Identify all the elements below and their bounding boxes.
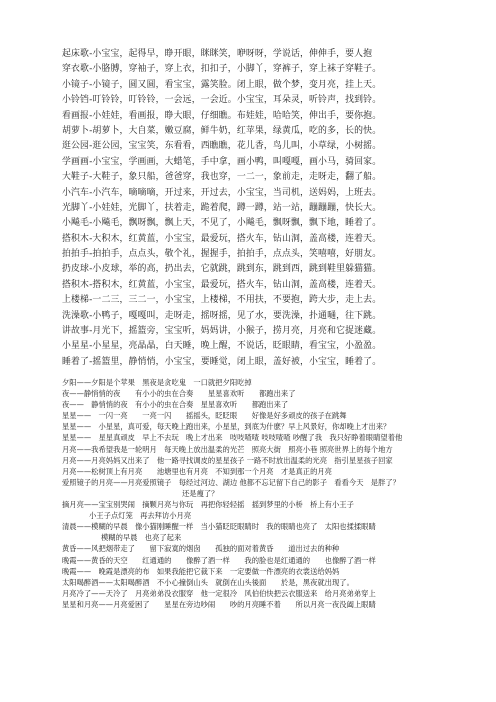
rhyme-line: 小铃铛-叮铃铃，叮铃铃，一会远，一会近。小宝宝，耳朵灵，听铃声，找到铃。 xyxy=(62,95,382,106)
poem-line: 晚霞—— 晚霞是漂亮的布 如果我能把它裁下来 一定要做一件漂亮的衣裳送给妈妈 xyxy=(62,566,340,576)
rhyme-line: 学画画-小宝宝，学画画，大蜡笔，手中拿，画小鸭，叫嘎嘎，画小马，骑回家。 xyxy=(62,156,382,167)
rhyme-line: 搭积木-搭积木，红黄蓝，小宝宝，最爱玩，搭火车，钻山洞，盖高楼，连着天。 xyxy=(62,279,382,290)
rhyme-line: 逛公园-逛公园，宝宝笑，东看看，西瞧瞧，花儿香，鸟儿叫，小草绿，小树摇。 xyxy=(62,141,382,152)
poem-line: 月亮——松树顶上有月亮 池塘里也有月亮 不知到那一个月亮 才是真正的月亮 xyxy=(62,466,332,476)
rhyme-line: 大鞋子-大鞋子，象只船，爸爸穿，我也穿，一二一，象前走，走呀走，翻了船。 xyxy=(62,172,382,183)
poem-line: 爱照镜子的月亮——月亮爱照镜子 每经过河边、湖边 他都不忘记留下自己的影子 看看今天 是胖了？ xyxy=(62,477,400,487)
rhyme-line: 讲故事-月光下，摇篮旁，宝宝听，妈妈讲，小猴子，捞月亮，月亮和它捉迷藏。 xyxy=(62,326,382,337)
rhyme-line: 拍拍手-拍拍手，点点头，敬个礼，握握手，拍拍手，点点头，笑嘻嘻，好朋友。 xyxy=(62,249,382,260)
rhyme-line: 搭积木-大积木，红黄蓝，小宝宝，最爱玩，搭火车，钻山洞，盖高楼，连着天。 xyxy=(62,233,382,244)
poem-line: 太阳喝醉酒——太阳喝醉酒 不小心撞倒山头 就倒在山头後面 於是，黑夜就出现了。 xyxy=(62,577,354,587)
poem-line: 黄昏——风把烟带走了 留下寂寞的烟囱 孤独的面对着黄昏 道出过去的种种 xyxy=(62,544,340,554)
poem-line: 夜—— 静悄悄的夜 有小小的虫在合奏 星星喜欢听 都跑出来了 xyxy=(62,400,289,410)
poem-line: 模糊的早晨 也亮了起来 xyxy=(101,533,182,543)
children-poems-section xyxy=(62,377,482,610)
rhyme-line: 睡着了-摇篮里，静悄悄，小宝宝，要睡觉，闭上眼，盖好被，小宝宝，睡着了。 xyxy=(62,356,382,367)
poem-line: 月亮冷了——天冷了 月亮弟弟没衣服穿 他一定很冷 风伯伯快把云衣服送来 给月亮弟弟穿上 xyxy=(62,588,376,598)
rhyme-line: 小镜子-小镜子，圆又圆，看宝宝，露笑脸。闭上眼，做个梦，变月亮，挂上天。 xyxy=(62,79,382,90)
poem-line: 月亮——月亮妈妈又出来了 他一路寻找调皮的星星孩子 一路不时放出温柔的光亮 指引星星孩子回家 xyxy=(62,455,393,465)
rhyme-line: 小汽车-小汽车，嘀嘀嘀，开过来，开过去，小宝宝，当司机，送妈妈，上班去。 xyxy=(62,187,382,198)
poem-line: 星星—— 星星真顽皮 早上不去玩 晚上才出来 吱吱喳喳 吱吱喳喳 吵醒了我 我只好睁着眼睛望着他 xyxy=(62,433,403,443)
poem-line: 星星—— 一闪一亮 一亮一闪 摇摇头，眨眨眼 好像是好多顽皮的孩子在跳舞 xyxy=(62,411,347,421)
poem-line: 月亮——我希望我是一轮明月 每天晚上放出温柔的光芒 照亮大街 照亮小巷 照亮世界上的每个地方 xyxy=(62,444,393,454)
rhyme-line: 起床歌-小宝宝，起得早，睁开眼，眯眯笑，咿呀呀，学说话，伸伸手，要人抱 xyxy=(62,49,373,59)
rhyme-line: 看画报-小娃娃，看画报，睁大眼，仔细瞧。布娃娃，哈哈笑，伸出手，要你抱。 xyxy=(62,110,382,121)
rhyme-line: 扔皮球-小皮球，举的高，扔出去，它就跳，跳到东，跳到西，跳到鞋里躲猫猫。 xyxy=(62,264,382,275)
rhyme-line: 小飚毛-小飚毛，飘呀飘，飘上天，不见了，小飚毛，飘呀飘，飘下地，睡着了。 xyxy=(62,218,382,229)
poem-line: 晚霞——黄昏的天空 红通通的 像醉了酒一样 我的脸也是红通通的 也像醉了酒一样 xyxy=(62,555,376,565)
rhyme-line: 上楼梯-一二三，三二一，小宝宝，上楼梯，不用扶，不要抱，跨大步，走上去。 xyxy=(62,295,382,306)
rhyme-line: 小星星-小星星，亮晶晶，白天睡，晚上醒，不说话，眨眼睛，看宝宝，小盈盈。 xyxy=(62,341,382,352)
poem-line: 星星和月亮——月亮爱困了 星星在旁边吵闹 吵的月亮睡不着 所以月亮一夜没阖上眼睛 xyxy=(62,599,376,609)
poem-line: 夜——静悄悄的夜 有小小的虫在合奏 星星喜欢听 都跑出来了 xyxy=(62,389,296,399)
poem-line: 小王子点灯笼 再去拜访小月亮 xyxy=(89,511,192,521)
nursery-rhymes-section xyxy=(62,47,462,370)
rhyme-line: 光脚丫-小娃娃，光脚丫，扶着走，跪着爬，蹲一蹲，站一站，蹦蹦蹦，快长大。 xyxy=(62,202,382,213)
rhyme-line: 穿衣歌-小胳膊，穿袖子，穿上衣，扣扣子，小脚丫，穿裤子，穿上袜子穿鞋子。 xyxy=(62,64,382,75)
rhyme-line: 洗澡歌-小鸭子，嘎嘎叫，走呀走，摇呀摇，见了水，要洗澡，扑通嗵，往下跳。 xyxy=(62,310,382,321)
poem-line: 夕阳——夕阳是个苹果 黑夜是贪吃鬼 一口就把夕阳吃掉 xyxy=(62,378,252,387)
poem-line: 摘月亮——宝宝别哭闹 摘颗月亮与你玩 再把你轻轻摇 摇到梦里的小桥 桥上有小王子 xyxy=(62,500,354,510)
poem-line: 还是瘦了？ xyxy=(182,488,219,498)
poem-line: 星星—— 小星星，真可爱，每天晚上跑出来，小星星，到底为什麽？早上风景好，你却晚上才出来？ xyxy=(62,422,391,432)
poem-line: 清晨——模糊的早晨 像小猫刚睡醒一样 当小猫眨眨眼睛时 我的眼睛也亮了 太阳也揉揉眼睛 xyxy=(62,522,376,532)
rhyme-line: 胡萝卜-胡萝卜，大自菜，嫩豆腐，鲜牛奶，红苹果，绿黄瓜，吃的多，长的快。 xyxy=(62,125,382,136)
